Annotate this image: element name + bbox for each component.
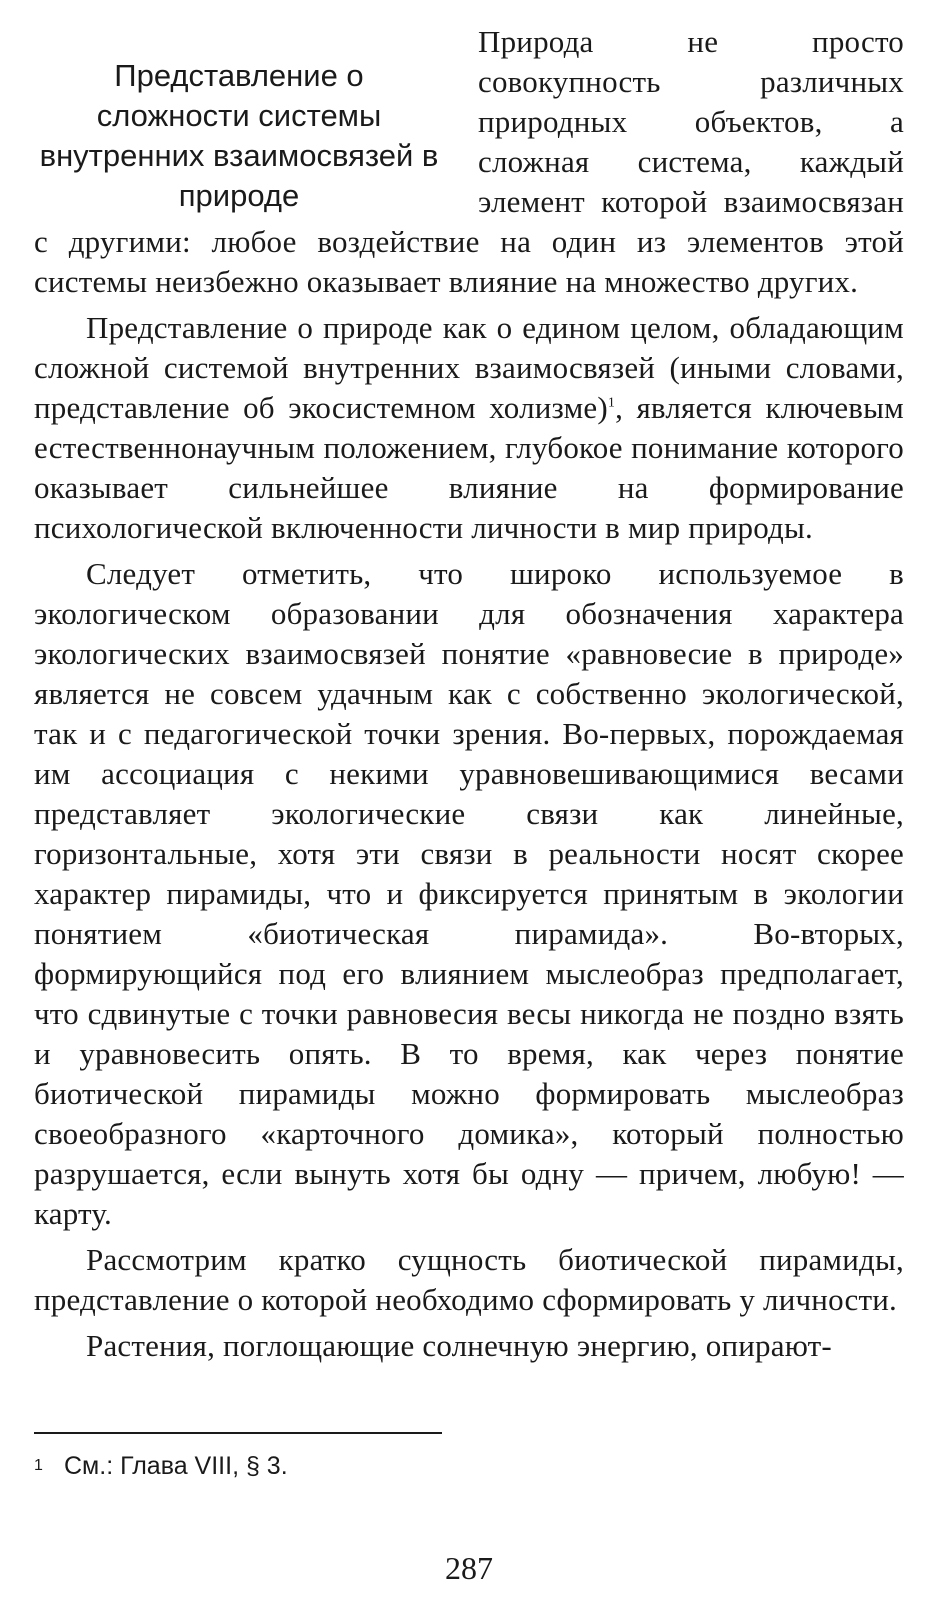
paragraph-2 [34, 308, 904, 548]
paragraph-5: Растения, поглощающие солнечную энергию, опирают- [86, 1328, 832, 1363]
footnote-text: См.: Глава VIII, § 3. [64, 1452, 288, 1480]
page-number: 287 [445, 1550, 493, 1586]
paragraph-2-continuation: , является ключевым естественнонаучным положением, глубокое понимание которого оказывает сильнейшее влияние на формирование психологической включенности личности в мир природы. [34, 390, 904, 545]
body-text [34, 22, 904, 1366]
paragraph-1: Природа не просто совокупность различных природных объектов, а сложная система, каждый элемент которой взаимосвязан с другими: любое воздействие на один из элементов этой системы неизбежно оказывает влияние на множество других. [34, 24, 904, 299]
section-heading: Представление о сложности системы внутренних взаимосвязей в природе [39, 58, 439, 213]
paragraph-2-text: Представление о природе как о едином целом, обладающим сложной системой внутренних взаимосвязей (иными словами, представление об экосистемном холизме) [34, 310, 904, 425]
paragraph-3: Следует отметить, что широко используемое в экологическом образовании для обозначения характера экологических взаимосвязей понятие «равновесие в природе» является не совсем удачным как с собственно экологической, так и с педагогической точки зрения. Во-первых, порождаемая им ассоциация с некими уравновешивающимися весами представляет экологические связи как линейные, горизонтальные, хотя эти связи в реальности носят скорее характер пирамиды, что и фиксируется принятым в экологии понятием «биотическая пирамида». Во-вторых, формирующийся под его влиянием мыслеобраз предполагает, что сдвинутые с точки равновесия весы никогда не поздно взять и уравновесить опять. В то время, как через понятие биотической пирамиды можно формировать мыслеобраз своеобразного «карточного домика», который полностью разрушается, если вынуть хотя бы одну — причем, любую! — карту. [34, 556, 904, 1231]
footnote-divider [34, 1432, 442, 1434]
footnote-mark: 1 [34, 1457, 43, 1474]
footnote-reference: 1 [607, 395, 616, 411]
paragraph-4: Рассмотрим кратко сущность биотической пирамиды, представление о которой необходимо сформировать у личности. [34, 1242, 904, 1317]
footnote [34, 1450, 734, 1482]
